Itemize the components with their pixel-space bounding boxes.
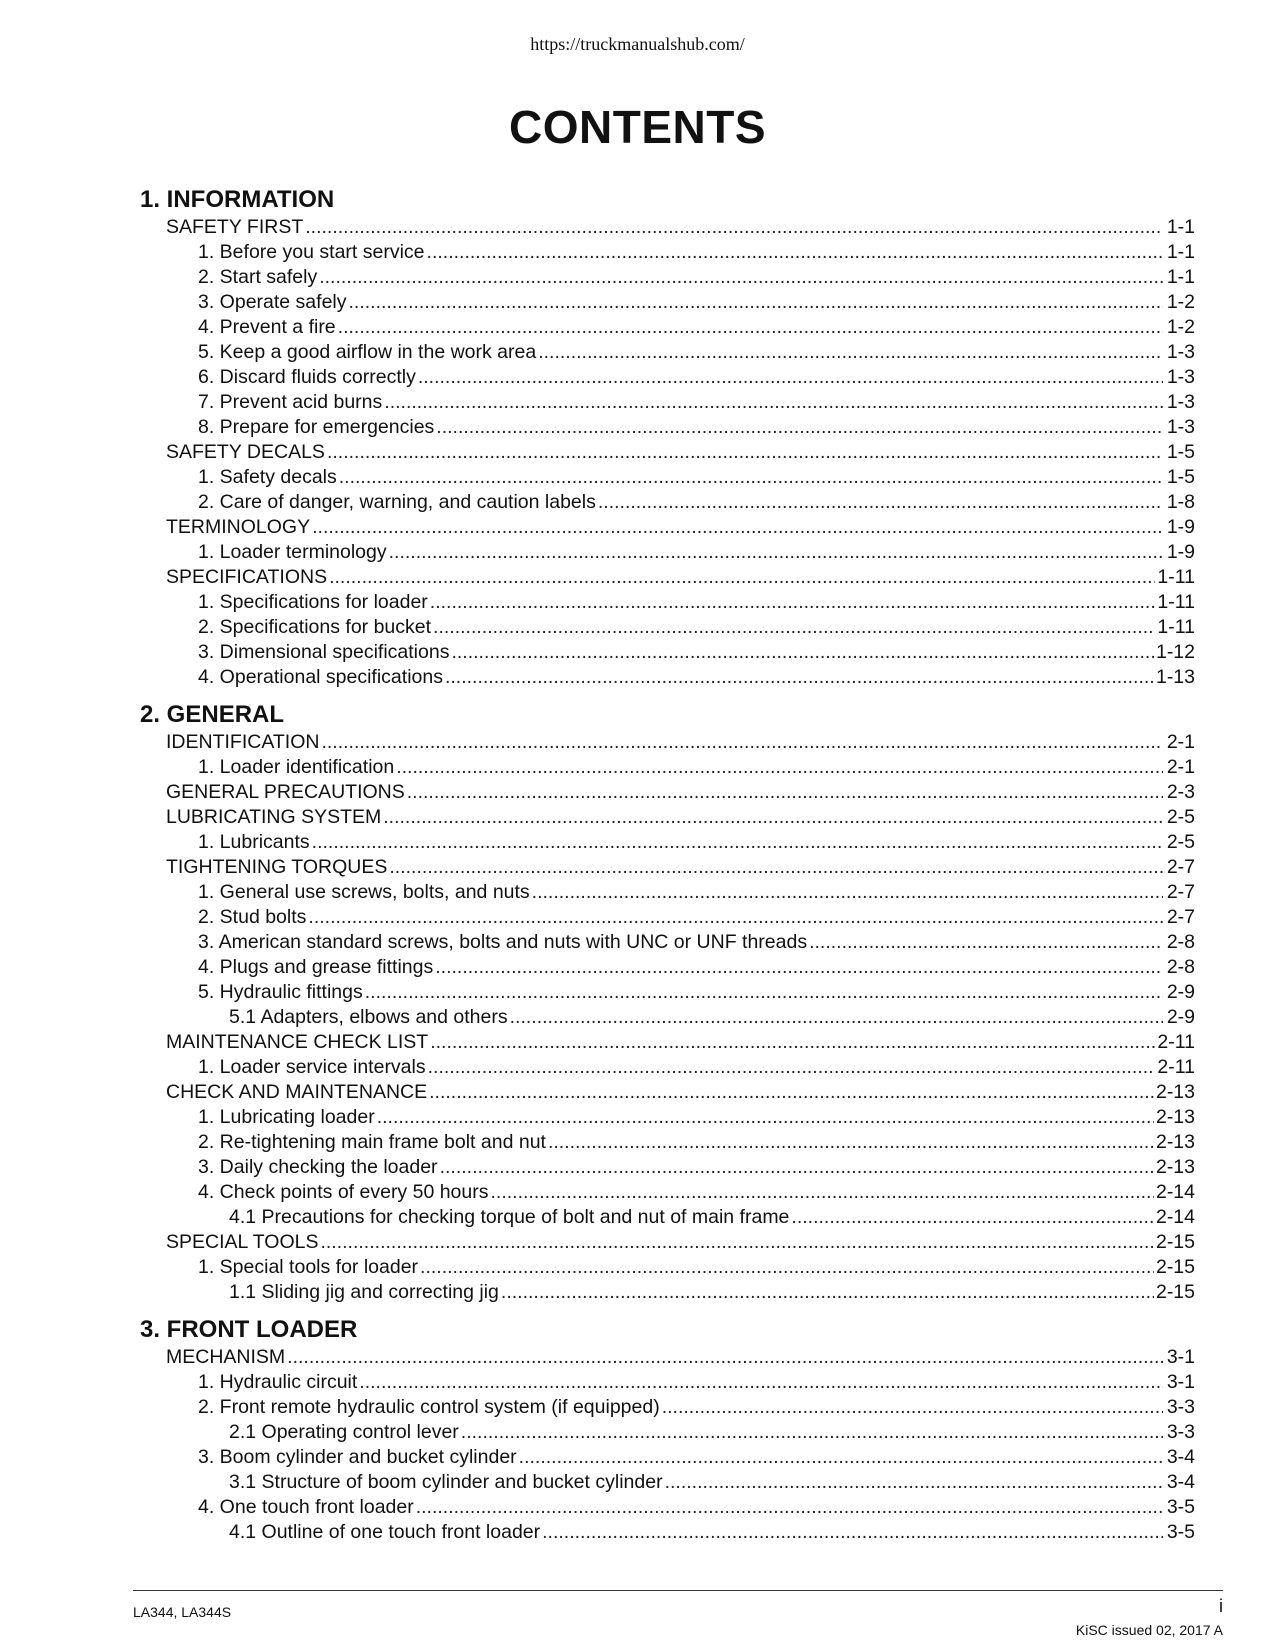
dot-leader: [428, 1055, 1156, 1080]
chapter-heading: 1. INFORMATION: [140, 186, 335, 213]
toc-entry-label: 4. One touch front loader: [198, 1496, 414, 1518]
toc-entry-page: 3-4: [1166, 1446, 1195, 1468]
dot-leader: [321, 730, 1163, 755]
dot-leader: [809, 930, 1163, 955]
toc-entry[interactable]: [140, 1105, 1195, 1130]
toc-entry-page: 1-9: [1166, 516, 1195, 538]
dot-leader: [329, 565, 1155, 590]
footer-divider: [133, 1590, 1223, 1591]
dot-leader: [418, 365, 1163, 390]
dot-leader: [532, 880, 1163, 905]
dot-leader: [396, 755, 1163, 780]
toc-entry-page: 1-5: [1166, 466, 1195, 488]
dot-leader: [365, 980, 1163, 1005]
toc-entry[interactable]: [140, 365, 1195, 390]
toc-entry-page: 2-13: [1155, 1106, 1195, 1128]
toc-entry-label: GENERAL PRECAUTIONS: [166, 781, 405, 803]
toc-entry[interactable]: [140, 980, 1195, 1005]
toc-entry-page: 2-7: [1166, 881, 1195, 903]
toc-entry[interactable]: [140, 490, 1195, 515]
dot-leader: [389, 540, 1163, 565]
dot-leader: [440, 1155, 1154, 1180]
toc-entry[interactable]: [140, 1470, 1195, 1495]
toc-entry-label: 4. Plugs and grease fittings: [198, 956, 434, 978]
toc-entry-page: 1-1: [1166, 216, 1195, 238]
dot-leader: [445, 665, 1154, 690]
toc-entry-page: 1-8: [1166, 491, 1195, 513]
toc-entry-label: 1. Lubricating loader: [198, 1106, 375, 1128]
toc-entry-label: 1. Before you start service: [198, 241, 425, 263]
toc-entry-label: 3. Operate safely: [198, 291, 347, 313]
chapter-heading: 3. FRONT LOADER: [140, 1316, 358, 1343]
dot-leader: [407, 780, 1163, 805]
toc-entry-page: 1-3: [1166, 416, 1195, 438]
dot-leader: [338, 315, 1163, 340]
toc-entry-label: 5. Hydraulic fittings: [198, 981, 363, 1003]
toc-entry[interactable]: [140, 1055, 1195, 1080]
toc-entry[interactable]: [140, 640, 1195, 665]
toc-entry[interactable]: [140, 265, 1195, 290]
toc-entry-label: 3.1 Structure of boom cylinder and bucket cylinder: [229, 1471, 663, 1493]
toc-entry-label: SAFETY FIRST: [166, 216, 304, 238]
toc-entry-page: 2-15: [1155, 1281, 1195, 1303]
toc-entry-page: 2-15: [1155, 1256, 1195, 1278]
dot-leader: [436, 415, 1163, 440]
toc-entry[interactable]: [140, 215, 1195, 240]
toc-entry[interactable]: [140, 540, 1195, 565]
toc-entry-label: 5.1 Adapters, elbows and others: [229, 1006, 508, 1028]
dot-leader: [389, 855, 1163, 880]
toc-entry-page: 3-1: [1166, 1371, 1195, 1393]
toc-entry-label: 1.1 Sliding jig and correcting jig: [229, 1281, 499, 1303]
dot-leader: [538, 340, 1163, 365]
dot-leader: [308, 905, 1163, 930]
toc-entry-label: 4.1 Precautions for checking torque of bolt and nut of main frame: [229, 1206, 790, 1228]
footer-issued: KiSC issued 02, 2017 A: [1075, 1622, 1223, 1638]
dot-leader: [339, 465, 1163, 490]
toc-entry-label: 3. American standard screws, bolts and nuts with UNC or UNF threads: [198, 931, 808, 953]
toc-entry[interactable]: [140, 1180, 1195, 1205]
toc-entry[interactable]: [140, 930, 1195, 955]
toc-entry-label: TIGHTENING TORQUES: [166, 856, 388, 878]
toc-entry-label: LUBRICATING SYSTEM: [166, 806, 382, 828]
toc-entry-label: 1. Special tools for loader: [198, 1256, 419, 1278]
toc-entry-label: 3. Boom cylinder and bucket cylinder: [198, 1446, 517, 1468]
toc-entry[interactable]: [140, 1030, 1195, 1055]
toc-entry-label: MECHANISM: [166, 1346, 286, 1368]
toc-entry[interactable]: [140, 390, 1195, 415]
footer-page-number: i: [1219, 1596, 1223, 1616]
toc-entry[interactable]: [140, 755, 1195, 780]
toc-entry[interactable]: [140, 1345, 1195, 1370]
dot-leader: [598, 490, 1163, 515]
chapter-heading: 2. GENERAL: [140, 701, 285, 728]
dot-leader: [491, 1180, 1154, 1205]
dot-leader: [377, 1105, 1154, 1130]
toc-entry[interactable]: [140, 1370, 1195, 1395]
toc-entry[interactable]: [140, 315, 1195, 340]
toc-entry-label: 4. Operational specifications: [198, 666, 443, 688]
page-title: CONTENTS: [509, 101, 766, 153]
toc-entry-label: 2. Specifications for bucket: [198, 616, 432, 638]
source-url[interactable]: https://truckmanualshub.com/: [530, 34, 745, 54]
toc-entry-label: 1. General use screws, bolts, and nuts: [198, 881, 530, 903]
toc-entry-label: 1. Loader identification: [198, 756, 395, 778]
toc-entry-page: 2-5: [1166, 831, 1195, 853]
toc-entry-page: 2-14: [1155, 1206, 1195, 1228]
toc-entry-page: 3-4: [1166, 1471, 1195, 1493]
toc-entry-label: 1. Specifications for loader: [198, 591, 428, 613]
toc-entry[interactable]: [140, 955, 1195, 980]
dot-leader: [433, 615, 1155, 640]
toc-entry[interactable]: [140, 240, 1195, 265]
dot-leader: [662, 1395, 1163, 1420]
toc-entry-page: 2-15: [1155, 1231, 1195, 1253]
toc-entry-page: 2-13: [1155, 1131, 1195, 1153]
toc-entry[interactable]: [140, 1230, 1195, 1255]
dot-leader: [461, 1420, 1163, 1445]
toc-entry-page: 1-2: [1166, 291, 1195, 313]
toc-entry-label: 1. Safety decals: [198, 466, 337, 488]
toc-entry-page: 1-1: [1166, 241, 1195, 263]
toc-entry[interactable]: [140, 290, 1195, 315]
dot-leader: [501, 1280, 1154, 1305]
toc-entry-page: 2-13: [1155, 1081, 1195, 1103]
toc-entry[interactable]: [140, 855, 1195, 880]
toc-entry-page: 3-5: [1166, 1496, 1195, 1518]
dot-leader: [383, 805, 1163, 830]
toc-entry[interactable]: [140, 1155, 1195, 1180]
toc-entry-label: SPECIAL TOOLS: [166, 1231, 319, 1253]
dot-leader: [519, 1445, 1163, 1470]
toc-entry-label: MAINTENANCE CHECK LIST: [166, 1031, 429, 1053]
toc-entry[interactable]: [140, 830, 1195, 855]
toc-entry-label: SPECIFICATIONS: [166, 566, 328, 588]
toc-entry[interactable]: [140, 565, 1195, 590]
dot-leader: [312, 515, 1163, 540]
toc-entry-page: 1-2: [1166, 316, 1195, 338]
toc-entry-label: 1. Lubricants: [198, 831, 310, 853]
dot-leader: [349, 290, 1164, 315]
toc-entry-page: 2-13: [1155, 1156, 1195, 1178]
dot-leader: [510, 1005, 1163, 1030]
toc-entry-label: 2. Front remote hydraulic control system (if equipped): [198, 1396, 660, 1418]
toc-entry-page: 1-3: [1166, 341, 1195, 363]
toc-entry[interactable]: [140, 1495, 1195, 1520]
toc-entry[interactable]: [140, 415, 1195, 440]
toc-entry[interactable]: [140, 1280, 1195, 1305]
toc-entry[interactable]: [140, 665, 1195, 690]
dot-leader: [430, 1030, 1155, 1055]
toc-entry[interactable]: [140, 1080, 1195, 1105]
toc-entry[interactable]: [140, 880, 1195, 905]
toc-entry-label: 3. Dimensional specifications: [198, 641, 450, 663]
toc-entry-label: 8. Prepare for emergencies: [198, 416, 435, 438]
dot-leader: [320, 1230, 1154, 1255]
toc-entry-label: SAFETY DECALS: [166, 441, 325, 463]
toc-entry-page: 2-1: [1166, 756, 1195, 778]
toc-entry-label: 2.1 Operating control lever: [229, 1421, 459, 1443]
dot-leader: [359, 1370, 1163, 1395]
toc-entry[interactable]: [140, 1005, 1195, 1030]
table-of-contents: [140, 185, 1195, 1545]
toc-entry-page: 2-1: [1166, 731, 1195, 753]
toc-entry-page: 1-13: [1155, 666, 1195, 688]
toc-entry-page: 1-12: [1155, 641, 1195, 663]
toc-entry-page: 2-7: [1166, 856, 1195, 878]
toc-entry[interactable]: [140, 805, 1195, 830]
toc-entry[interactable]: [140, 590, 1195, 615]
toc-entry-label: IDENTIFICATION: [166, 731, 320, 753]
toc-entry-label: 1. Loader terminology: [198, 541, 387, 563]
toc-entry[interactable]: [140, 1420, 1195, 1445]
dot-leader: [435, 955, 1163, 980]
toc-entry-label: 4.1 Outline of one touch front loader: [229, 1521, 541, 1543]
toc-entry-page: 2-8: [1166, 931, 1195, 953]
toc-entry[interactable]: [140, 340, 1195, 365]
toc-entry[interactable]: [140, 615, 1195, 640]
toc-entry-label: 1. Hydraulic circuit: [198, 1371, 358, 1393]
toc-entry-page: 2-11: [1157, 1031, 1195, 1053]
toc-entry-page: 2-3: [1166, 781, 1195, 803]
toc-entry-label: 3. Daily checking the loader: [198, 1156, 438, 1178]
toc-entry-label: 4. Check points of every 50 hours: [198, 1181, 489, 1203]
toc-entry[interactable]: [140, 905, 1195, 930]
toc-entry-label: 1. Loader service intervals: [198, 1056, 426, 1078]
toc-entry-page: 1-1: [1166, 266, 1195, 288]
toc-entry-page: 1-3: [1166, 391, 1195, 413]
toc-entry[interactable]: [140, 730, 1195, 755]
toc-entry-label: 2. Stud bolts: [198, 906, 307, 928]
toc-entry-label: 7. Prevent acid burns: [198, 391, 383, 413]
toc-entry[interactable]: [140, 1395, 1195, 1420]
toc-entry-page: 1-11: [1157, 616, 1195, 638]
toc-entry[interactable]: [140, 440, 1195, 465]
toc-entry-label: 2. Care of danger, warning, and caution labels: [198, 491, 596, 513]
toc-entry-page: 2-9: [1166, 1006, 1195, 1028]
toc-entry-label: 2. Re-tightening main frame bolt and nut: [198, 1131, 546, 1153]
toc-entry-page: 1-11: [1157, 591, 1195, 613]
dot-leader: [548, 1130, 1154, 1155]
toc-entry-page: 3-3: [1166, 1396, 1195, 1418]
dot-leader: [305, 215, 1163, 240]
dot-leader: [542, 1520, 1163, 1545]
dot-leader: [416, 1495, 1163, 1520]
toc-entry-page: 3-3: [1166, 1421, 1195, 1443]
toc-entry[interactable]: [140, 465, 1195, 490]
dot-leader: [287, 1345, 1163, 1370]
toc-entry-label: 4. Prevent a fire: [198, 316, 336, 338]
toc-entry[interactable]: [140, 1445, 1195, 1470]
toc-entry-page: 1-9: [1166, 541, 1195, 563]
toc-entry[interactable]: [140, 515, 1195, 540]
toc-entry-page: 2-14: [1155, 1181, 1195, 1203]
toc-entry-page: 1-11: [1157, 566, 1195, 588]
toc-entry-label: 2. Start safely: [198, 266, 318, 288]
dot-leader: [665, 1470, 1163, 1495]
toc-entry-page: 2-11: [1157, 1056, 1195, 1078]
toc-entry[interactable]: [140, 1255, 1195, 1280]
toc-entry-label: CHECK AND MAINTENANCE: [166, 1081, 428, 1103]
dot-leader: [451, 640, 1154, 665]
toc-entry[interactable]: [140, 1205, 1195, 1230]
footer-model: LA344, LA344S: [133, 1604, 232, 1620]
toc-entry-label: 5. Keep a good airflow in the work area: [198, 341, 537, 363]
toc-entry-page: 2-7: [1166, 906, 1195, 928]
toc-entry[interactable]: [140, 780, 1195, 805]
dot-leader: [427, 240, 1163, 265]
toc-entry-page: 2-9: [1166, 981, 1195, 1003]
toc-entry-page: 3-5: [1166, 1521, 1195, 1543]
toc-entry-label: TERMINOLOGY: [166, 516, 311, 538]
dot-leader: [384, 390, 1163, 415]
dot-leader: [312, 830, 1163, 855]
toc-entry[interactable]: [140, 1130, 1195, 1155]
dot-leader: [429, 1080, 1154, 1105]
dot-leader: [420, 1255, 1154, 1280]
toc-entry-page: 3-1: [1166, 1346, 1195, 1368]
toc-entry-page: 1-5: [1166, 441, 1195, 463]
dot-leader: [791, 1205, 1154, 1230]
toc-entry-page: 1-3: [1166, 366, 1195, 388]
dot-leader: [319, 265, 1163, 290]
toc-entry[interactable]: [140, 1520, 1195, 1545]
toc-entry-label: 6. Discard fluids correctly: [198, 366, 416, 388]
toc-entry-page: 2-5: [1166, 806, 1195, 828]
dot-leader: [327, 440, 1163, 465]
toc-entry-page: 2-8: [1166, 956, 1195, 978]
dot-leader: [430, 590, 1156, 615]
